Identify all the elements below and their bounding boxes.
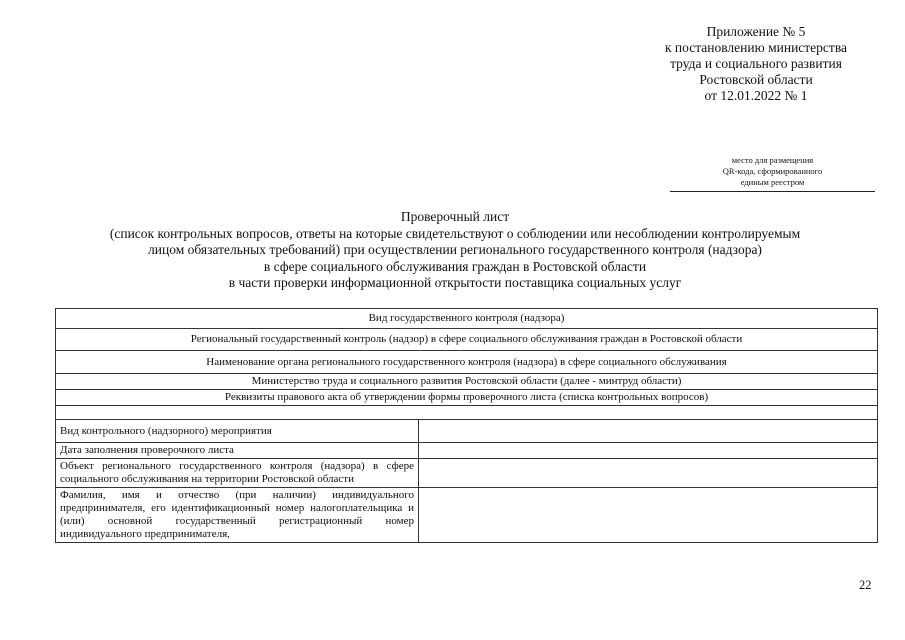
appendix-line: от 12.01.2022 № 1 bbox=[704, 88, 808, 103]
table-row bbox=[56, 390, 878, 406]
page-number: 22 bbox=[859, 578, 872, 592]
field-label: Дата заполнения проверочного листа bbox=[56, 443, 419, 459]
field-value[interactable] bbox=[419, 488, 878, 543]
table-row bbox=[56, 309, 878, 329]
table-row bbox=[56, 488, 878, 543]
table-row bbox=[56, 329, 878, 351]
control-body-header: Наименование органа регионального государственного контроля (надзора) в сфере социального обслуживания bbox=[56, 351, 878, 374]
field-label: Фамилия, имя и отчество (при наличии) индивидуального предпринимателя, его идентификационный номер налогоплательщика и (или) основной государственный регистрационный номер индивидуального предпринимателя, bbox=[56, 488, 419, 543]
title-line: лицом обязательных требований) при осуществлении регионального государственного контроля (надзора) bbox=[148, 242, 762, 257]
legal-act-header: Реквизиты правового акта об утверждении формы проверочного листа (списка контрольных вопросов) bbox=[56, 390, 878, 406]
table-row bbox=[56, 351, 878, 374]
appendix-line: Приложение № 5 bbox=[706, 24, 806, 39]
checklist-table bbox=[55, 308, 878, 543]
field-value[interactable] bbox=[419, 443, 878, 459]
appendix-line: Ростовской области bbox=[699, 72, 813, 87]
appendix-header bbox=[641, 24, 871, 104]
field-value[interactable] bbox=[419, 459, 878, 488]
qr-note-line: место для размещения bbox=[731, 155, 814, 165]
qr-note-line: QR-кода, сформированного bbox=[722, 166, 823, 176]
appendix-line: труда и социального развития bbox=[670, 56, 842, 71]
control-type-header: Вид государственного контроля (надзора) bbox=[56, 309, 878, 329]
table-row bbox=[56, 420, 878, 443]
title-line: в сфере социального обслуживания граждан в Ростовской области bbox=[263, 258, 647, 274]
title-line: в части проверки информационной открытости поставщика социальных услуг bbox=[228, 275, 682, 290]
control-body-value: Министерство труда и социального развития Ростовской области (далее - минтруд области) bbox=[56, 374, 878, 390]
qr-note-line: единым реестром bbox=[740, 177, 805, 187]
legal-act-value[interactable] bbox=[56, 406, 878, 420]
table-row bbox=[56, 406, 878, 420]
field-label: Объект регионального государственного контроля (надзора) в сфере социального обслуживания на территории Ростовской области bbox=[56, 459, 419, 488]
title-line: (список контрольных вопросов, ответы на которые свидетельствуют о соблюдении или несоблюдении контролируемым bbox=[109, 225, 801, 241]
table-row bbox=[56, 443, 878, 459]
control-type-value: Региональный государственный контроль (надзор) в сфере социального обслуживания граждан в Ростовской области bbox=[56, 329, 878, 351]
appendix-line: к постановлению министерства bbox=[664, 40, 848, 55]
document-title bbox=[30, 209, 880, 292]
qr-code-placeholder bbox=[670, 155, 875, 192]
table-row bbox=[56, 374, 878, 390]
table-row bbox=[56, 459, 878, 488]
field-label: Вид контрольного (надзорного) мероприятия bbox=[56, 420, 419, 443]
title-line: Проверочный лист bbox=[400, 209, 510, 224]
field-value[interactable] bbox=[419, 420, 878, 443]
